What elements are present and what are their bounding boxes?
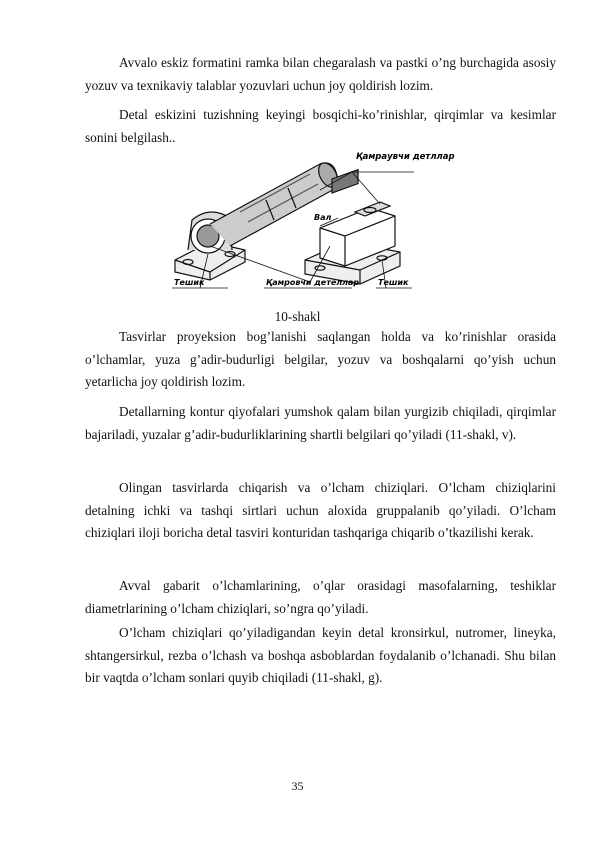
page-number: 35 [291,779,304,793]
figure-bearing-drawing [170,150,455,300]
paragraph-3: Tasvirlar proyeksion bog’lanishi saqlangan holda va ko’rinishlar orasida o’lchamlar, yuza g’adir-budurligi belgilar, yozuv va boshqalarni qo’yish uchun yetarlicha joy qoldirish lozim. [85,329,556,390]
figure-label-bottom-left: Тешик [174,278,205,287]
paragraph-2: Detal eskizini tuzishning keyingi bosqichi-ko’rinishlar, qirqimlar va kesimlar sonini belgilash.. [85,107,556,145]
paragraph-4: Detallarning kontur qiyofalari yumshok qalam bilan yurgizib chiqiladi, qirqimlar bajariladi, yuzalar g’adir-budurliklarining shartli belgilari qo’yiladi (11-shakl, v). [85,404,556,442]
paragraph-7: O’lcham chiziqlari qo’yiladigandan keyin detal kronsirkul, nutromer, lineyka, shtangersirkul, rezba o’lchash va boshqa asboblardan foydalanib o’lchanadi. Shu bilan bir vaqtda o’lcham sonlari quyib chiqiladi (11-shakl, g). [85,625,556,686]
figure-caption: 10-shakl [274,309,321,324]
paragraph-6: Avval gabarit o’lchamlarining, o’qlar orasidagi masofalarning, teshiklar diametrlarining o’lcham chiziqlari, so’ngra qo’yiladi. [85,578,556,616]
paragraph-5: Olingan tasvirlarda chiqarish va o’lcham chiziqlari. O’lcham chiziqlarini detalning ichki va tashqi sirtlari uchun aloxida gruppalanib qo’yiladi. O’lcham chiziqlari iloji boricha detal tasviri konturidan tashqariga chiqarib o’tkazilishi kerak. [85,480,556,541]
figure-label-bottom-center: Қамровчи детеллар [266,278,360,287]
figure-label-top-right-line1: Қамраувчи детллар [356,152,455,162]
bearing-illustration [170,150,455,300]
figure-label-shaft: Вал [314,213,332,222]
paragraph-1: Avvalo eskiz formatini ramka bilan chegaralash va pastki o’ng burchagida asosiy yozuv va texnikaviy talablar yozuvlari uchun joy qoldirish lozim. [85,55,556,93]
figure-label-bottom-right: Тешик [378,278,409,287]
